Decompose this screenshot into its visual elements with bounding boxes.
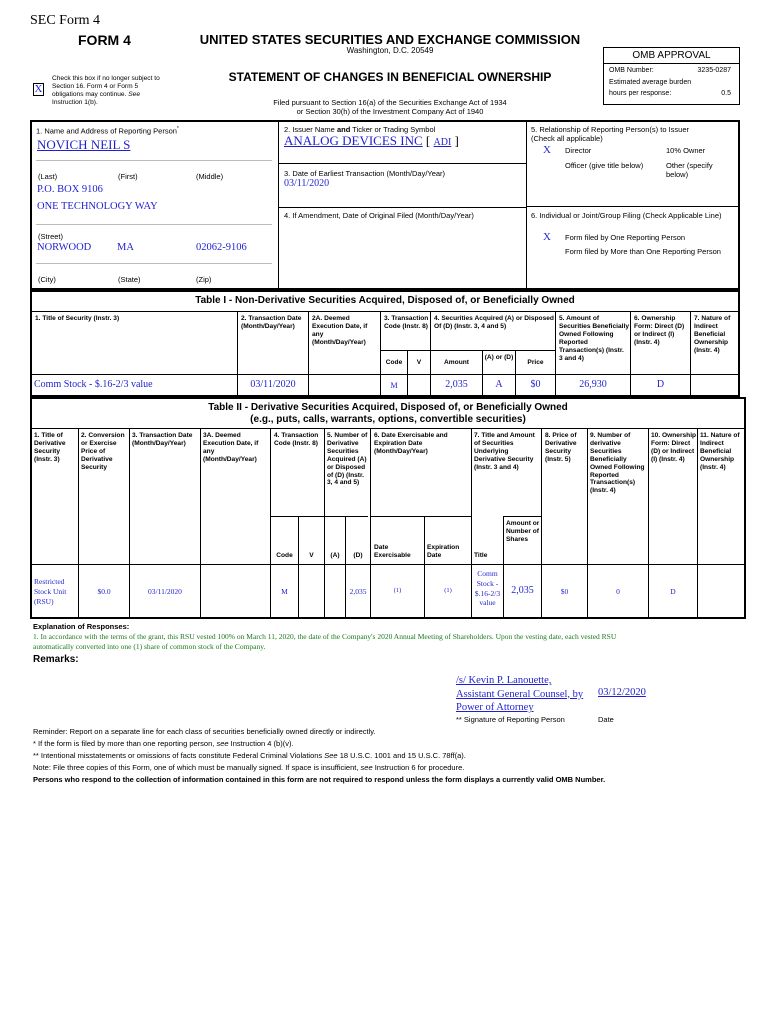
t1-row-code: M: [390, 381, 398, 390]
t1-row-owned: 26,930: [579, 379, 607, 390]
omb-title: OMB APPROVAL: [604, 48, 739, 64]
signature-label: ** Signature of Reporting Person: [456, 715, 565, 724]
one-person-checkmark[interactable]: X: [543, 231, 551, 243]
reporting-person-name[interactable]: NOVICH NEIL S: [37, 137, 131, 152]
t2-row-conversion: $0.0: [97, 587, 111, 596]
amendment-label: 4. If Amendment, Date of Original Filed (Month/Day/Year): [284, 211, 474, 220]
t2-header-nature: 11. Nature of Indirect Beneficial Ownership (Instr. 4): [700, 432, 740, 471]
t2-row-d: 2,035: [349, 587, 367, 596]
t1-header-code-sub: Code: [385, 359, 403, 366]
t2-header-amount-shares: Amount or Number of Shares: [506, 520, 540, 543]
t2-header-title-sub: Title: [474, 552, 488, 559]
omb-number-label: OMB Number:: [609, 67, 654, 74]
reporting-person-star: *: [176, 126, 179, 132]
check-text-line1: Check this box if no longer subject to: [52, 75, 160, 82]
commission-location: Washington, D.C. 20549: [346, 46, 434, 55]
t2-header-expiration: Expiration Date: [427, 544, 460, 559]
t2-row-underlying-amount: 2,035: [511, 585, 534, 596]
issuer-label-and: and: [336, 125, 351, 134]
t2-header-form: 10. Ownership Form: Direct (D) or Indirect (I) (Instr. 4): [651, 432, 697, 463]
zip-label: (Zip): [196, 275, 212, 284]
address-line2: ONE TECHNOLOGY WAY: [37, 201, 158, 212]
t1-row-form: D: [656, 379, 665, 390]
t1-row-amount: 2,035: [445, 379, 468, 390]
reporting-person-label-text: 1. Name and Address of Reporting Person: [36, 126, 177, 136]
footer-dstar-pre: ** Intentional misstatements or omissions of facts constitute Federal Criminal Violations: [33, 751, 325, 760]
city-label: (City): [38, 275, 56, 284]
omb-hours-row: [604, 89, 739, 101]
t1-row-aord: A: [495, 379, 503, 390]
last-label: (Last): [38, 172, 58, 181]
t2-header-date-exercisable: Date Exercisable: [374, 544, 411, 559]
t2-header-price: 8. Price of Derivative Security (Instr. 5): [545, 432, 577, 463]
ticker-bracket-close: ]: [454, 133, 459, 148]
relationship-label: [531, 125, 689, 144]
footer-star: [33, 739, 294, 748]
ticker-symbol[interactable]: ADI: [433, 137, 452, 148]
filed-pursuant-line1: Filed pursuant to Section 16(a) of the Securities Exchange Act of 1934: [273, 98, 507, 107]
t2-header-number: 5. Number of Derivative Securities Acquired (A) or Disposed of (D) (Instr. 3, 4 and 5): [327, 432, 368, 487]
address-line1: P.O. BOX 9106: [37, 184, 103, 195]
explanation-note1: [33, 632, 738, 652]
issuer-label-pre: 2. Issuer Name: [284, 125, 337, 134]
t2-row-underlying-title: Comm Stock - $.16-2/3 value: [474, 569, 501, 608]
t2-row-title: Restricted Stock Unit (RSU): [34, 577, 67, 606]
officer-label: Officer (give title below): [565, 161, 644, 170]
section16-check-text: [52, 75, 192, 107]
t2-header-owned: 9. Number of derivative Securities Beneficially Owned Following Reported Transaction(s) (Instr. 4): [590, 432, 645, 495]
footer-star-see: see: [216, 739, 229, 748]
t2-row-code: M: [281, 587, 288, 596]
city-value: NORWOOD: [37, 242, 92, 253]
issuer-label-post: Ticker or Trading Symbol: [350, 125, 436, 134]
director-checkmark[interactable]: X: [543, 144, 551, 156]
issuer-name[interactable]: ANALOG DEVICES INC: [284, 133, 423, 148]
other-label: Other (specify below): [666, 161, 713, 179]
t2-row-date: 03/11/2020: [148, 587, 182, 596]
signature-line1: /s/ Kevin P. Lanouette,: [456, 675, 552, 686]
omb-number-value: 3235-0287: [697, 67, 731, 74]
filing-label: 6. Individual or Joint/Group Filing (Check Applicable Line): [531, 211, 722, 220]
footer-persons: Persons who respond to the collection of information contained in this form are not required to respond unless the form displays a currently valid OMB Number.: [33, 775, 606, 784]
footer-dstar: [33, 751, 466, 760]
t2-header-code-sub: Code: [276, 552, 293, 559]
check-text-line3-main: obligations may continue.: [52, 90, 127, 98]
explanation-label: Explanation of Responses:: [33, 622, 130, 631]
remarks-label: Remarks:: [33, 654, 79, 665]
footer-dstar-see: See: [324, 751, 338, 760]
t1-header-code: 3. Transaction Code (Instr. 8): [384, 315, 429, 330]
t2-header-v: V: [309, 552, 314, 559]
t2-header-code: 4. Transaction Code (Instr. 8): [274, 432, 319, 447]
t2-header-underlying: 7. Title and Amount of Securities Underlying Derivative Security (Instr. 3 and 4): [474, 432, 535, 471]
table2-title: Table II - Derivative Securities Acquired, Disposed of, or Beneficially Owned: [208, 402, 568, 413]
t2-header-date: 3. Transaction Date (Month/Day/Year): [132, 432, 193, 447]
street-label: (Street): [38, 232, 64, 241]
zip-value: 02062-9106: [196, 242, 247, 253]
state-value: MA: [117, 242, 134, 253]
table2: [30, 397, 746, 619]
footer-note-see: see: [360, 763, 373, 772]
signature-line2: Assistant General Counsel, by: [456, 688, 584, 700]
middle-label: (Middle): [196, 172, 224, 181]
signature-line3: Power of Attorney: [456, 702, 534, 714]
t1-header-amount: Amount: [444, 359, 469, 366]
footer-note: [33, 763, 464, 772]
sec-form-label: SEC Form 4: [30, 13, 101, 28]
t1-row-price: $0: [530, 379, 541, 390]
t2-row-price: $0: [560, 587, 569, 596]
explanation-note1-line2: automatically converted into one (1) share of common stock of the Company.: [33, 641, 266, 651]
t2-header-deemed: 3A. Deemed Execution Date, if any (Month/Day/Year): [203, 432, 259, 463]
earliest-transaction-date: 03/11/2020: [284, 178, 330, 189]
t1-header-deemed: 2A. Deemed Execution Date, if any (Month/Day/Year): [312, 315, 368, 346]
omb-hours-value: 0.5: [721, 90, 731, 97]
footer-star-post: Instruction 4 (b)(v).: [228, 739, 294, 748]
check-text-line2: Section 16. Form 4 or Form 5: [52, 82, 139, 90]
t1-header-v: V: [416, 359, 422, 366]
table1-title: Table I - Non-Derivative Securities Acquired, Disposed of, or Beneficially Owned: [195, 295, 575, 306]
signature-block: [456, 674, 583, 715]
check-text-line3: [52, 91, 192, 99]
check-text-line4: Instruction 1(b).: [52, 98, 98, 106]
t1-header-nature: 7. Nature of Indirect Beneficial Ownership (Instr. 4): [694, 315, 731, 354]
commission-title: UNITED STATES SECURITIES AND EXCHANGE COMMISSION: [199, 32, 581, 47]
omb-hours-label: hours per response:: [609, 90, 672, 97]
relationship-label-line1: 5. Relationship of Reporting Person(s) to Issuer: [531, 125, 689, 134]
explanation-note1-line1: 1. In accordance with the terms of the grant, this RSU vested 100% on March 11, 2020, the date of the Company's 2020 Annual Meeting of Shareholders. Upon the vesting date, each vested RSU: [33, 632, 617, 641]
ticker-bracket-open: [: [425, 133, 431, 148]
earliest-transaction-label: 3. Date of Earliest Transaction (Month/Day/Year): [284, 169, 446, 178]
t2-header-conversion: 2. Conversion or Exercise Price of Derivative Security: [81, 432, 125, 471]
filed-pursuant-line2: or Section 30(h) of the Investment Company Act of 1940: [296, 107, 484, 116]
omb-number-row: [604, 64, 739, 77]
relationship-label-line2: (Check all applicable): [531, 134, 603, 144]
t2-header-title: 1. Title of Derivative Security (Instr. 3): [34, 432, 66, 463]
statement-title: STATEMENT OF CHANGES IN BENEFICIAL OWNERSHIP: [228, 70, 552, 84]
t1-header-title: 1. Title of Security (Instr. 3): [35, 315, 120, 322]
table2-subtitle: (e.g., puts, calls, warrants, options, convertible securities): [250, 414, 526, 425]
footer-note-pre: Note: File three copies of this Form, one of which must be manually signed. If space is insufficient,: [33, 763, 361, 772]
reporting-person-label: [36, 126, 179, 136]
form-title: FORM 4: [78, 32, 131, 48]
t1-header-price: Price: [527, 359, 544, 366]
t2-header-a: (A): [330, 552, 340, 559]
first-label: (First): [118, 172, 138, 181]
t1-row-date: 03/11/2020: [250, 379, 296, 390]
t1-row-title: Comm Stock - $.16-2/3 value: [34, 379, 153, 390]
t1-header-aord: (A) or (D): [484, 354, 514, 361]
check-text-see: See: [128, 90, 140, 98]
t1-header-date: 2. Transaction Date (Month/Day/Year): [241, 315, 302, 330]
t1-header-securities: 4. Securities Acquired (A) or Disposed Of (D) (Instr. 3, 4 and 5): [434, 315, 554, 330]
footer-star-pre: * If the form is filed by more than one reporting person,: [33, 739, 217, 748]
omb-burden-label: Estimated average burden: [609, 79, 692, 86]
t2-row-expiration[interactable]: (1): [444, 587, 452, 594]
t2-header-exercisable: 6. Date Exercisable and Expiration Date (Month/Day/Year): [374, 432, 448, 455]
t1-header-owned: 5. Amount of Securities Beneficially Owned Following Reported Transaction(s) (Instr. 3 and 4): [559, 315, 630, 362]
omb-burden-row: [604, 77, 739, 89]
t2-row-owned: 0: [616, 587, 620, 596]
t1-header-form: 6. Ownership Form: Direct (D) or Indirect (I) (Instr. 4): [634, 315, 685, 346]
footer-reminder: Reminder: Report on a separate line for each class of securities beneficially owned directly or indirectly.: [33, 727, 376, 736]
t2-header-d: (D): [353, 552, 363, 559]
signature-date: 03/12/2020: [598, 687, 646, 698]
issuer-name-row: [284, 133, 459, 149]
state-label: (State): [118, 275, 141, 284]
t2-row-exercisable[interactable]: (1): [393, 587, 402, 594]
more-persons-label: Form filed by More than One Reporting Person: [565, 247, 721, 256]
t2-row-form: D: [670, 587, 676, 596]
footer-dstar-post: 18 U.S.C. 1001 and 15 U.S.C. 78ff(a).: [337, 751, 466, 760]
ten-percent-owner-label: 10% Owner: [666, 146, 706, 155]
director-label: Director: [565, 146, 592, 155]
footer-note-post: Instruction 6 for procedure.: [372, 763, 465, 772]
section16-checkbox[interactable]: X: [34, 83, 43, 95]
date-label: Date: [598, 715, 614, 724]
one-person-label: Form filed by One Reporting Person: [565, 233, 686, 242]
omb-approval-box: [603, 47, 740, 105]
